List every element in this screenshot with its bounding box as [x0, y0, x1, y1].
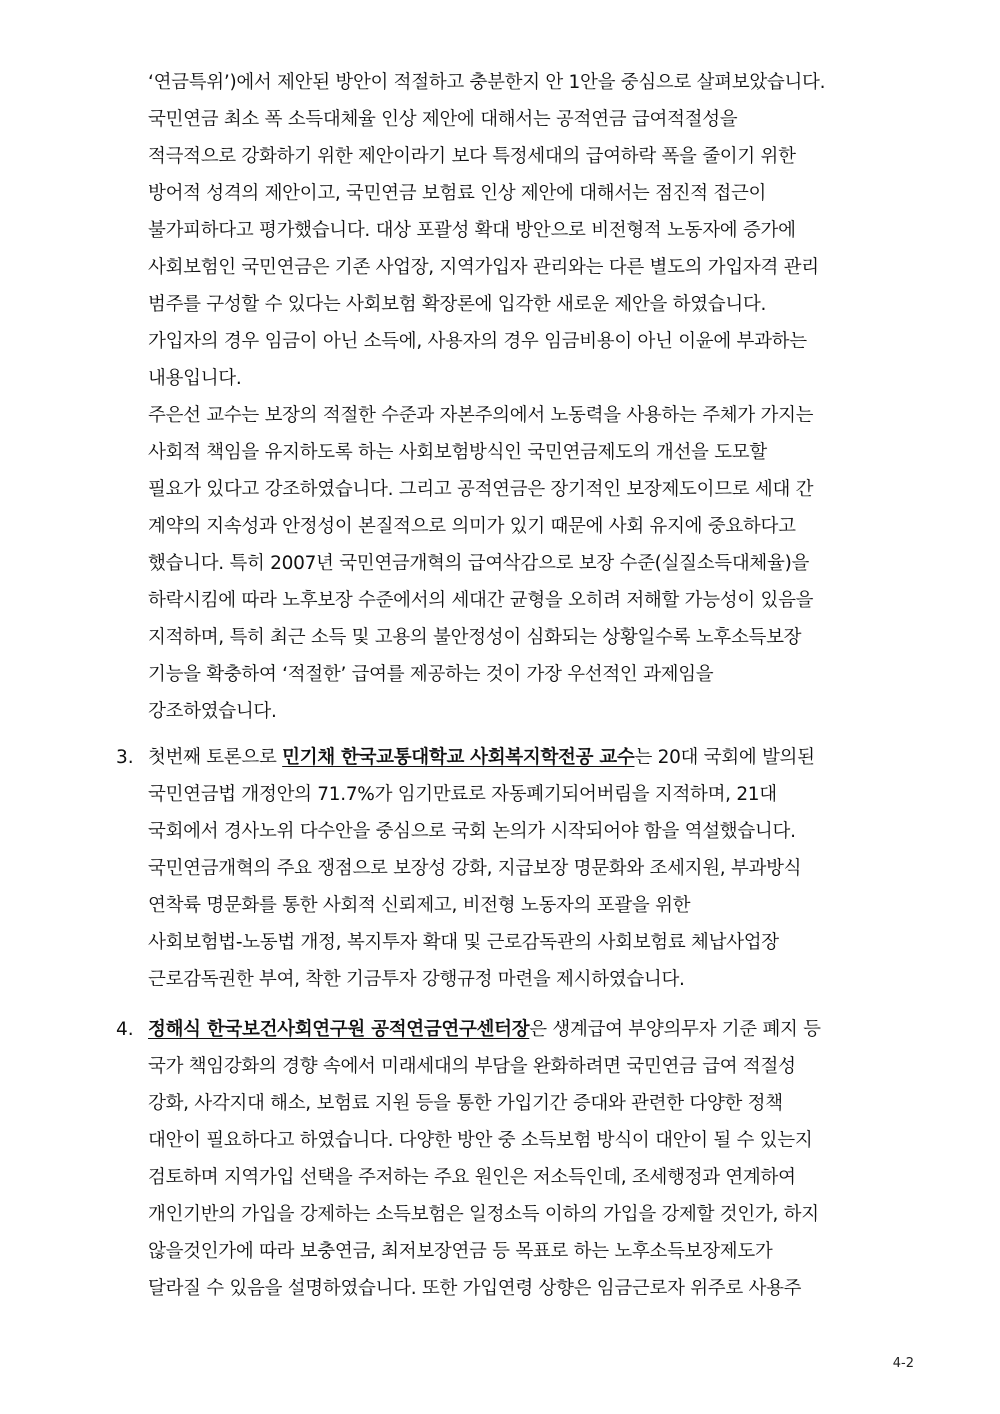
text-line: 내용입니다.: [148, 368, 242, 389]
text-line: 국가 책임강화의 경향 속에서 미래세대의 부담을 완화하려면 국민연금 급여 적절성: [148, 1056, 796, 1077]
text-line: 주은선 교수는 보장의 적절한 수준과 자본주의에서 노동력을 사용하는 주체가 가지는: [148, 405, 814, 426]
text-line: 국민연금법 개정안의 71.7%가 임기만료로 자동폐기되어버림을 지적하며, 21대: [148, 784, 777, 805]
text-line: 달라질 수 있음을 설명하였습니다. 또한 가입연령 상향은 임금근로자 위주로 사용주: [148, 1278, 802, 1299]
text-line: 불가피하다고 평가했습니다. 대상 포괄성 확대 방안으로 비전형적 노동자에 증가에: [148, 220, 796, 241]
intro-text: 첫번째 토론으로: [148, 747, 283, 768]
text-line: 지적하며, 특히 최근 소득 및 고용의 불안정성이 심화되는 상황일수록 노후소득보장: [148, 627, 802, 648]
list-number: 3.: [116, 747, 134, 768]
text-line: 사회보험법-노동법 개정, 복지투자 확대 및 근로감독관의 사회보험료 체납사업장: [148, 932, 779, 953]
speaker-name: 정해식 한국보건사회연구원 공적연금연구센터장: [148, 1019, 530, 1040]
intro-continuation: 는 20대 국회에 발의된: [634, 747, 815, 768]
list-item-4: [116, 1011, 918, 1307]
text-line: 적극적으로 강화하기 위한 제안이라기 보다 특정세대의 급여하락 폭을 줄이기 위한: [148, 146, 796, 167]
text-line: 국민연금 최소 폭 소득대체율 인상 제안에 대해서는 공적연금 급여적절성을: [148, 109, 738, 130]
text-line: 사회적 책임을 유지하도록 하는 사회보험방식인 국민연금제도의 개선을 도모할: [148, 442, 767, 463]
text-line: 가입자의 경우 임금이 아닌 소득에, 사용자의 경우 임금비용이 아닌 이윤에 부과하는: [148, 331, 807, 352]
text-line: 강조하였습니다.: [148, 701, 277, 722]
text-line: 계약의 지속성과 안정성이 본질적으로 의미가 있기 때문에 사회 유지에 중요하다고: [148, 516, 796, 537]
page-number: 4-2: [892, 1356, 914, 1371]
list-number: 4.: [116, 1019, 134, 1040]
text-line: 강화, 사각지대 해소, 보험료 지원 등을 통한 가입기간 증대와 관련한 다양한 정책: [148, 1093, 783, 1114]
text-line: 대안이 필요하다고 하였습니다. 다양한 방안 중 소득보험 방식이 대안이 될 수 있는지: [148, 1130, 813, 1151]
text-line: ‘연금특위’)에서 제안된 방안이 적절하고 충분한지 안 1안을 중심으로 살펴보았습니다.: [148, 72, 826, 93]
text-line: 기능을 확충하여 ‘적절한’ 급여를 제공하는 것이 가장 우선적인 과제임을: [148, 664, 714, 685]
text-line: 하락시킴에 따라 노후보장 수준에서의 세대간 균형을 오히려 저해할 가능성이 있음을: [148, 590, 814, 611]
text-line: 국회에서 경사노위 다수안을 중심으로 국회 논의가 시작되어야 함을 역설했습니다.: [148, 821, 796, 842]
speaker-name: 민기채 한국교통대학교 사회복지학전공 교수: [282, 747, 635, 768]
text-line: 범주를 구성할 수 있다는 사회보험 확장론에 입각한 새로운 제안을 하였습니다.: [148, 294, 767, 315]
text-line-first: [148, 1011, 918, 1048]
text-line: 국민연금개혁의 주요 쟁점으로 보장성 강화, 지급보장 명문화와 조세지원, 부과방식: [148, 858, 802, 879]
text-line: 필요가 있다고 강조하였습니다. 그리고 공적연금은 장기적인 보장제도이므로 세대 간: [148, 479, 814, 500]
text-line: 않을것인가에 따라 보충연금, 최저보장연금 등 목표로 하는 노후소득보장제도가: [148, 1241, 773, 1262]
text-line: 했습니다. 특히 2007년 국민연금개혁의 급여삭감으로 보장 수준(실질소득대체율)을: [148, 553, 810, 574]
list-item-3: [116, 739, 918, 998]
intro-continuation: 은 생계급여 부양의무자 기준 폐지 등: [529, 1019, 821, 1040]
text-line: 연착륙 명문화를 통한 사회적 신뢰제고, 비전형 노동자의 포괄을 위한: [148, 895, 691, 916]
text-line-first: [148, 739, 918, 776]
text-line: 검토하며 지역가입 선택을 주저하는 주요 원인은 저소득인데, 조세행정과 연계하여: [148, 1167, 796, 1188]
text-line: 개인기반의 가입을 강제하는 소득보험은 일정소득 이하의 가입을 강제할 것인가, 하지: [148, 1204, 819, 1225]
text-line: 근로감독권한 부여, 착한 기금투자 강행규정 마련을 제시하였습니다.: [148, 969, 685, 990]
continuation-paragraph: [148, 64, 918, 730]
text-line: 사회보험인 국민연금은 기존 사업장, 지역가입자 관리와는 다른 별도의 가입자격 관리: [148, 257, 819, 278]
text-line: 방어적 성격의 제안이고, 국민연금 보험료 인상 제안에 대해서는 점진적 접근이: [148, 183, 767, 204]
